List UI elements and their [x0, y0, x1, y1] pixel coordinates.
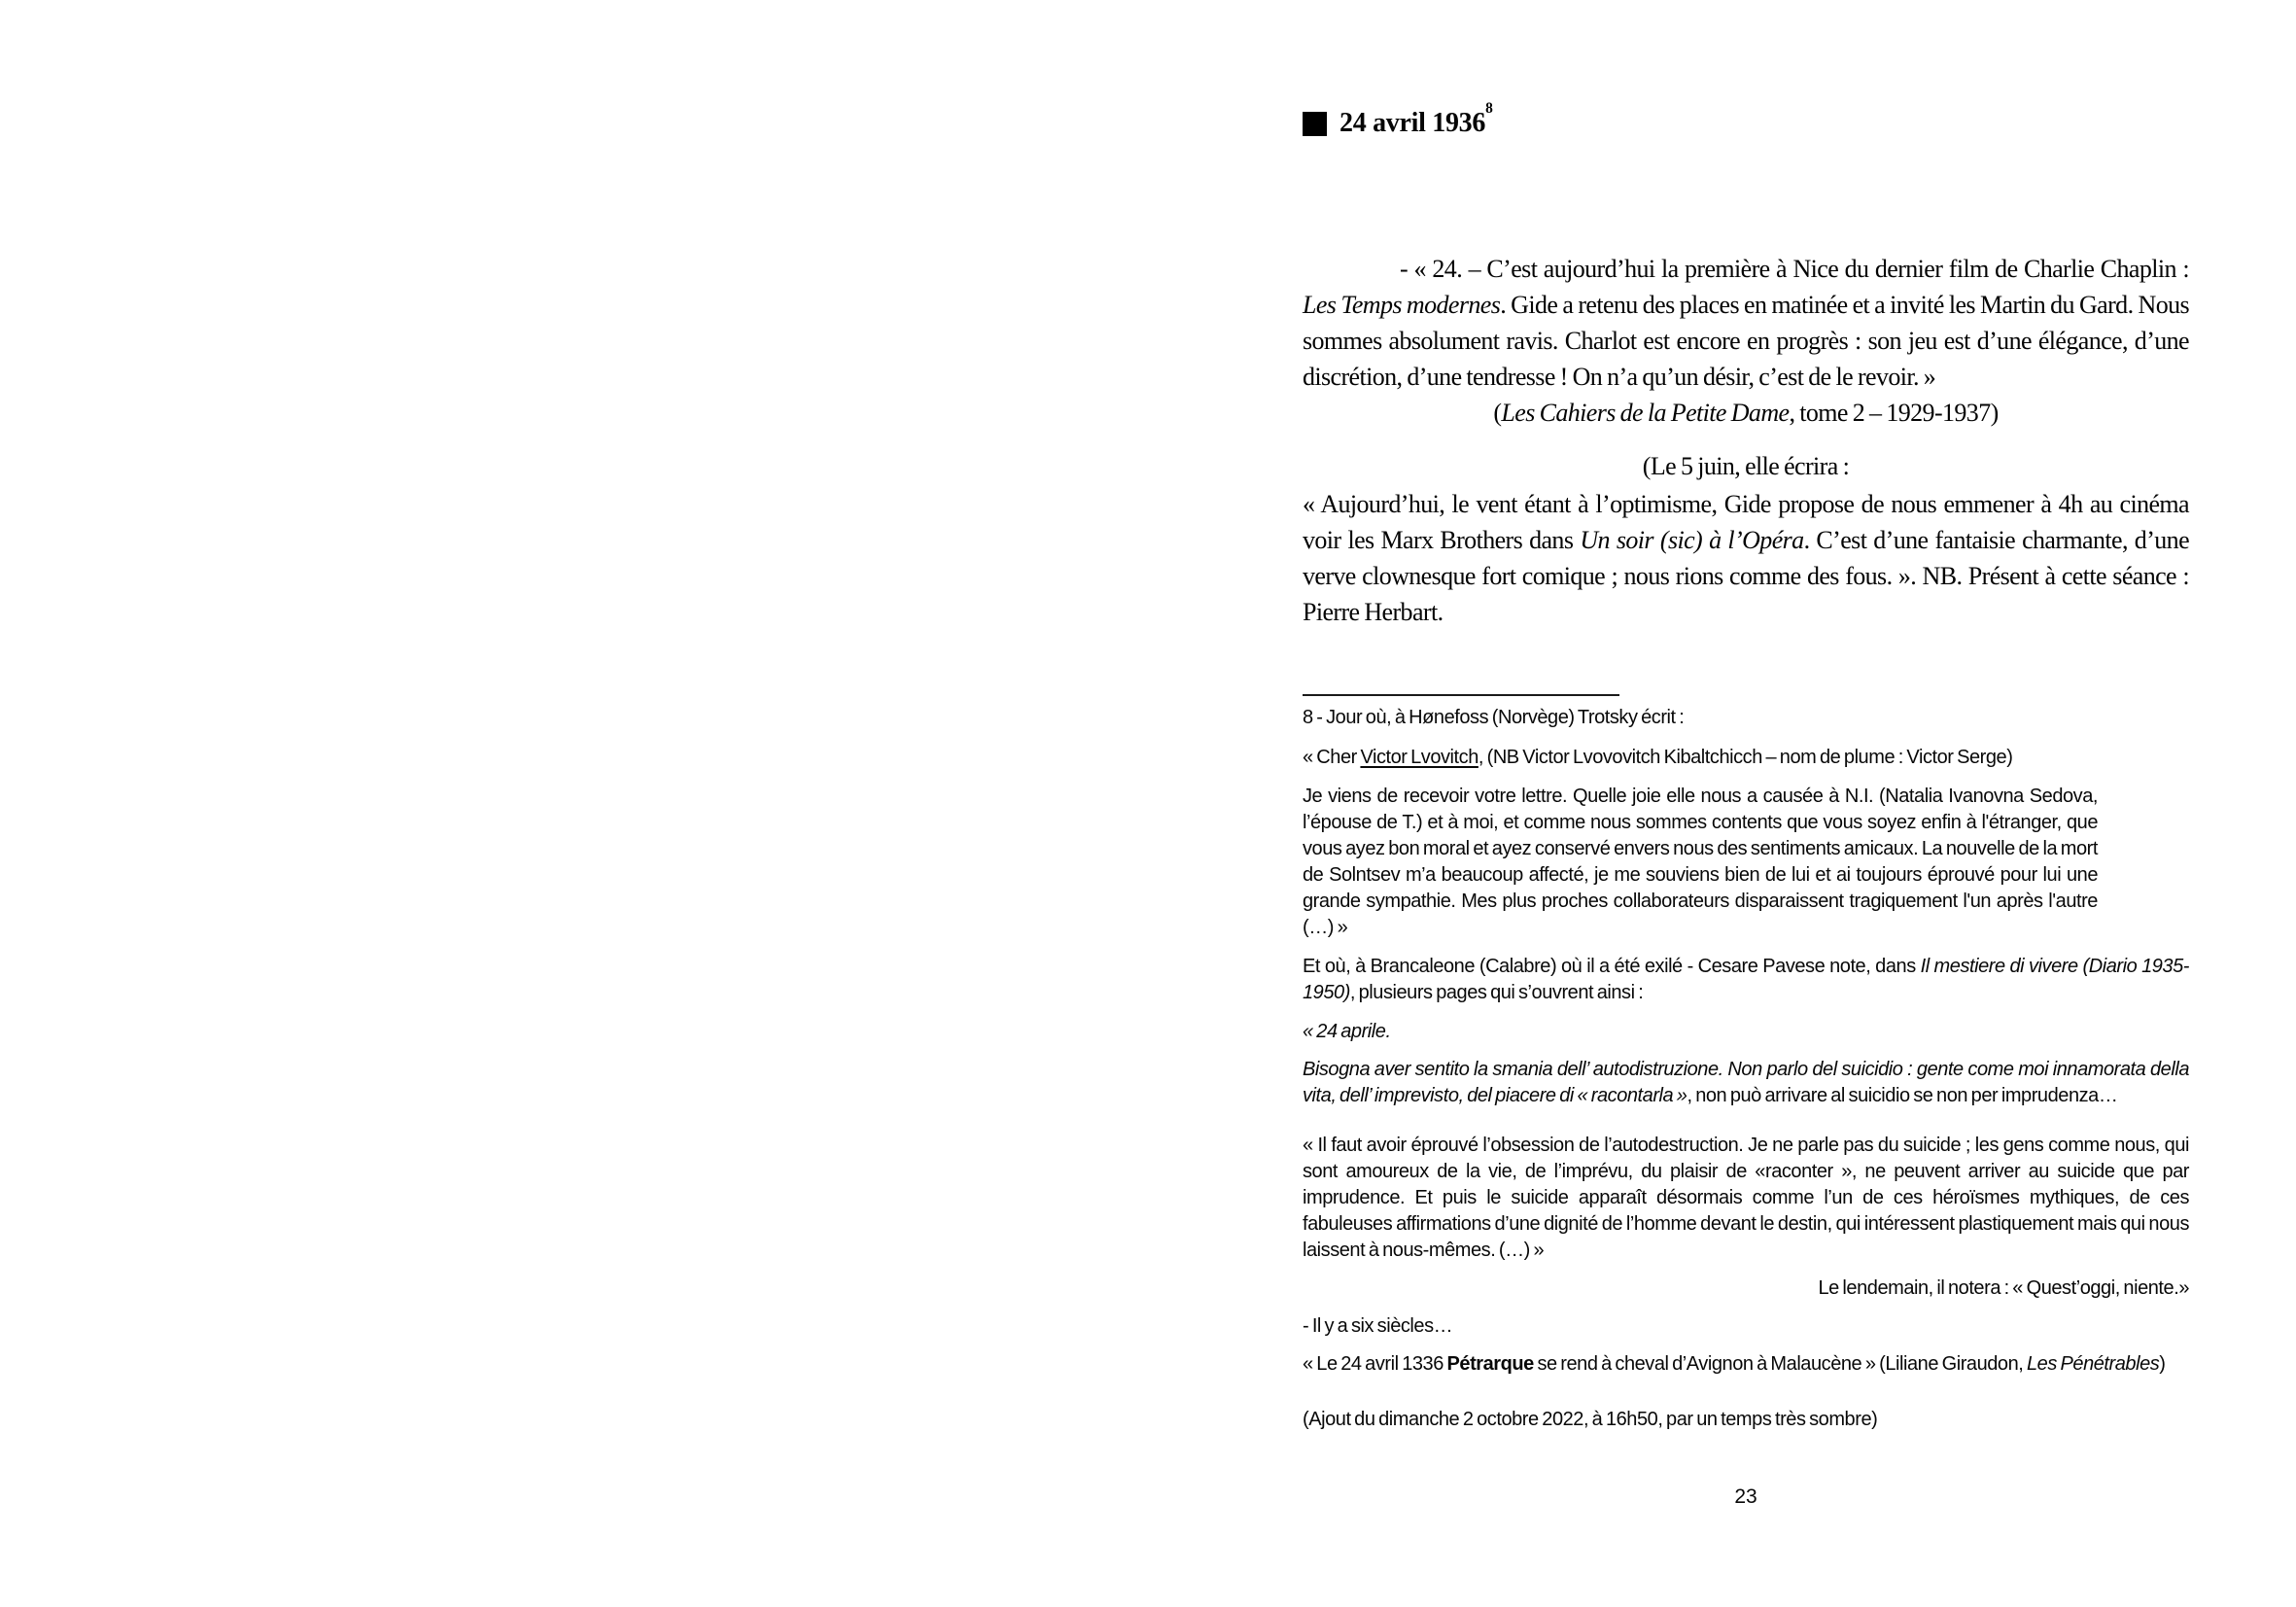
- footnote-separator: [1303, 694, 1619, 696]
- gide-diary-quote: - « 24. – C’est aujourd’hui la première à Nice du dernier film de Charlie Chaplin : Les Temps modernes. Gide a retenu des places en matinée et a invité les Martin du Gard. Nous sommes absolument ravis. Charlot est encore en progrès : son jeu est d’une élégance, d’une discrétion, d’une tendresse ! On n’a qu’un désir, c’est de le revoir. »: [1303, 255, 2190, 391]
- trotsky-salutation: « Cher Victor Lvovitch, (NB Victor Lvovovitch Kibaltchicch – nom de plume : Victor Serge): [1303, 747, 2013, 768]
- aside-intro-line: (Le 5 juin, elle écrira :: [1642, 452, 1850, 480]
- footnote-intro: 8 - Jour où, à Hønefoss (Norvège) Trotsky écrit :: [1303, 707, 1685, 728]
- pavese-date-line: « 24 aprile.: [1303, 1021, 1391, 1042]
- citation-source: (Les Cahiers de la Petite Dame, tome 2 – 1929-1937): [1493, 399, 1999, 427]
- pavese-intro: Et où, à Brancaleone (Calabre) où il a été exilé - Cesare Pavese note, dans Il mestiere di vivere (Diario 1935-1950), plusieurs pages qui s’ouvrent ainsi :: [1303, 956, 2189, 1003]
- six-siecles-line: - Il y a six siècles…: [1303, 1315, 1453, 1337]
- pavese-french-translation: « Il faut avoir éprouvé l’obsession de l’autodestruction. Je ne parle pas du suicide ; les gens comme nous, qui sont amoureux de la vie, de l’imprévu, du plaisir de «raconter », ne peuvent arriver au suicide que par imprudence. Et puis le suicide apparaît désormais comme l’un de ces héroïsmes mythiques, de ces fabuleuses affirmations d’une dignité de l’homme devant le destin, qui intéressent plastiquement mais qui nous laissent à nous-mêmes. (…) »: [1303, 1135, 2189, 1261]
- black-square-icon: [1303, 112, 1327, 136]
- lendemain-note: Le lendemain, il notera : « Quest’oggi, niente.»: [1818, 1277, 2189, 1299]
- entry-heading: [1303, 100, 2189, 140]
- pavese-italian-quote: Bisogna aver sentito la smania dell’ autodistruzione. Non parlo del suicidio : gente come moi innamorata della vita, dell’ imprevisto, del piacere di « racontarla », non può arrivare al suicidio se non per imprudenza…: [1303, 1059, 2189, 1106]
- trotsky-letter: Je viens de recevoir votre lettre. Quelle joie elle nous a causée à N.I. (Natalia Ivanovna Sedova, l’épouse de T.) et à moi, et comme nous sommes contents que vous soyez enfin à l'étranger, que vous ayez bon moral et ayez conservé envers nous des sentiments amicaux. La nouvelle de la mort de Solntsev m’a beaucoup affecté, je me souviens bien de lui et ai toujours éprouvé pour lui une grande sympathie. Mes plus proches collaborateurs disparaissent tragiquement l'un après l'autre (…) »: [1303, 786, 2098, 938]
- ajout-line: (Ajout du dimanche 2 octobre 2022, à 16h50, par un temps très sombre): [1303, 1409, 1878, 1430]
- page-number: 23: [1734, 1485, 1757, 1508]
- petrarque-line: « Le 24 avril 1336 Pétrarque se rend à cheval d’Avignon à Malaucène » (Liliane Giraudon, Les Pénétrables): [1303, 1353, 2166, 1375]
- entry-date: [1339, 100, 1493, 140]
- footnote-ref: 8: [1485, 100, 1493, 118]
- marx-brothers-quote: « Aujourd’hui, le vent étant à l’optimisme, Gide propose de nous emmener à 4h au cinéma voir les Marx Brothers dans Un soir (sic) à l’Opéra. C’est d’une fantaisie charmante, d’une verve clownesque fort comique ; nous rions comme des fous. ». NB. Présent à cette séance : Pierre Herbart.: [1303, 490, 2190, 626]
- text-column: [1303, 0, 2189, 1510]
- entry-date-text: 24 avril 1936: [1339, 108, 1486, 138]
